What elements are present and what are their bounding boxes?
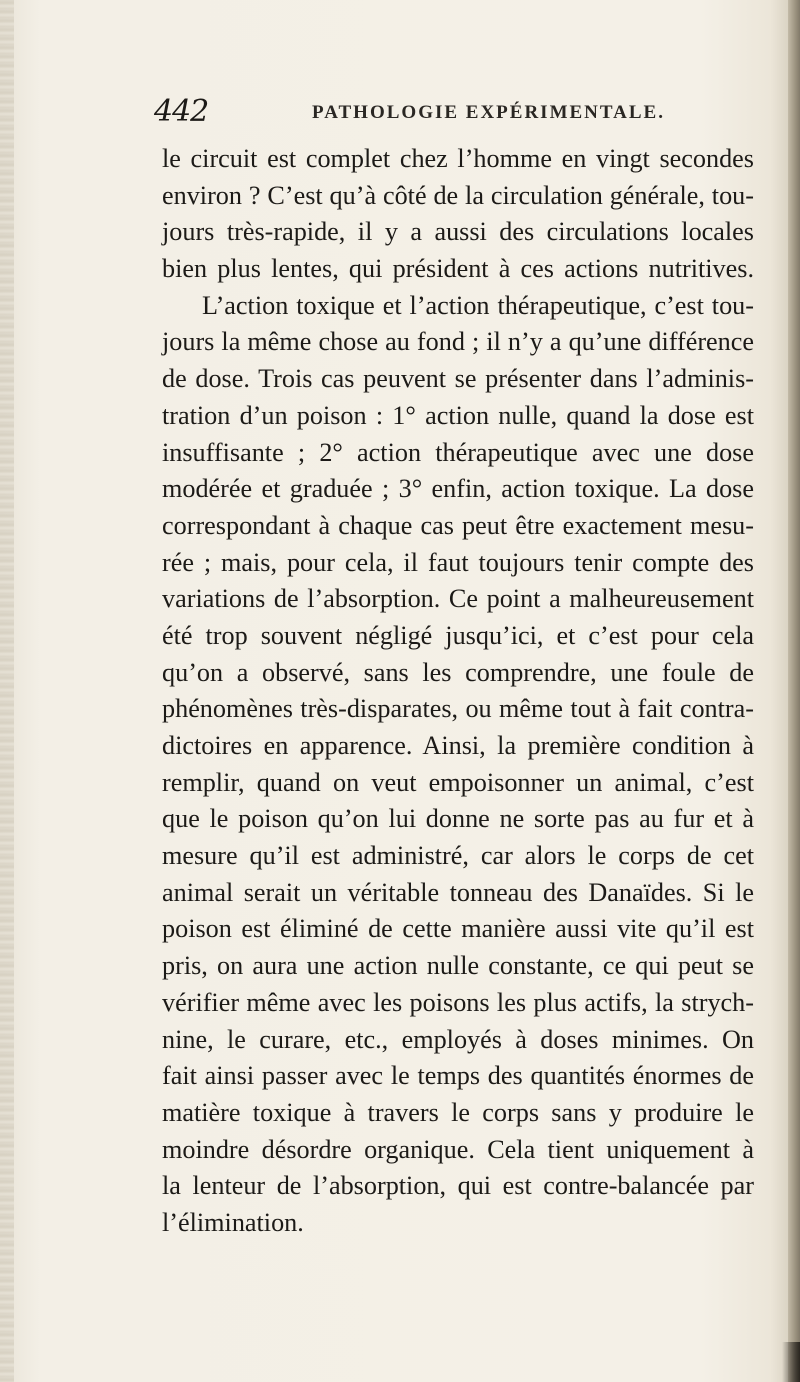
page-header (154, 94, 714, 134)
text-line: poison est éliminé de cette manière aussi vite qu’il est (162, 914, 754, 944)
text-line: que le poison qu’on lui donne ne sorte pas au fur et à (162, 804, 754, 834)
text-line: vérifier même avec les poisons les plus actifs, la strych- (162, 987, 754, 1017)
text-line: variations de l’absorption. Ce point a malheureusement (162, 584, 754, 614)
text-line: phénomènes très-disparates, ou même tout à fait contra- (162, 694, 754, 724)
text-line: remplir, quand on veut empoisonner un animal, c’est (162, 767, 754, 797)
text-line: le circuit est complet chez l’homme en vingt secondes (162, 144, 754, 173)
body-text (162, 141, 754, 1242)
text-line: modérée et graduée ; 3° enfin, action toxique. La dose (162, 474, 754, 504)
text-line: fait ainsi passer avec le temps des quantités énormes de (162, 1061, 754, 1091)
text-line: nine, le curare, etc., employés à doses minimes. On (162, 1024, 754, 1054)
text-line: pris, on aura une action nulle constante, ce qui peut se (162, 951, 754, 981)
text-line: environ ? C’est qu’à côté de la circulation générale, tou- (162, 180, 754, 210)
text-line: tration d’un poison : 1° action nulle, quand la dose est (162, 400, 754, 430)
text-line: L’action toxique et l’action thérapeutique, c’est tou- (202, 290, 754, 320)
text-line: jours la même chose au fond ; il n’y a qu’une différence (162, 327, 754, 357)
running-head: PATHOLOGIE EXPÉRIMENTALE. (312, 102, 665, 123)
text-line: matière toxique à travers le corps sans y produire le (162, 1097, 754, 1127)
text-line: jours très-rapide, il y a aussi des circulations locales (162, 217, 754, 247)
text-line: qu’on a observé, sans les comprendre, une foule de (162, 657, 754, 687)
text-line: moindre désordre organique. Cela tient uniquement à (162, 1134, 754, 1164)
text-line: l’élimination. (162, 1207, 304, 1237)
text-line: mesure qu’il est administré, car alors le corps de cet (162, 841, 754, 871)
page-number: 442 (154, 94, 209, 129)
text-line: rée ; mais, pour cela, il faut toujours tenir compte des (162, 547, 754, 577)
text-line: correspondant à chaque cas peut être exactement mesu- (162, 510, 754, 540)
text-line: la lenteur de l’absorption, qui est contre-balancée par (162, 1171, 754, 1201)
text-line: été trop souvent négligé jusqu’ici, et c’est pour cela (162, 620, 754, 650)
page-corner-shadow (782, 1342, 800, 1382)
text-line: bien plus lentes, qui président à ces actions nutritives. (162, 254, 754, 284)
page-left-edge (0, 0, 14, 1382)
text-line: animal serait un véritable tonneau des Danaïdes. Si le (162, 877, 754, 907)
page-right-edge (788, 0, 800, 1382)
text-line: insuffisante ; 2° action thérapeutique avec une dose (162, 437, 754, 467)
text-line: de dose. Trois cas peuvent se présenter dans l’adminis- (162, 364, 754, 394)
text-line: dictoires en apparence. Ainsi, la première condition à (162, 731, 754, 760)
